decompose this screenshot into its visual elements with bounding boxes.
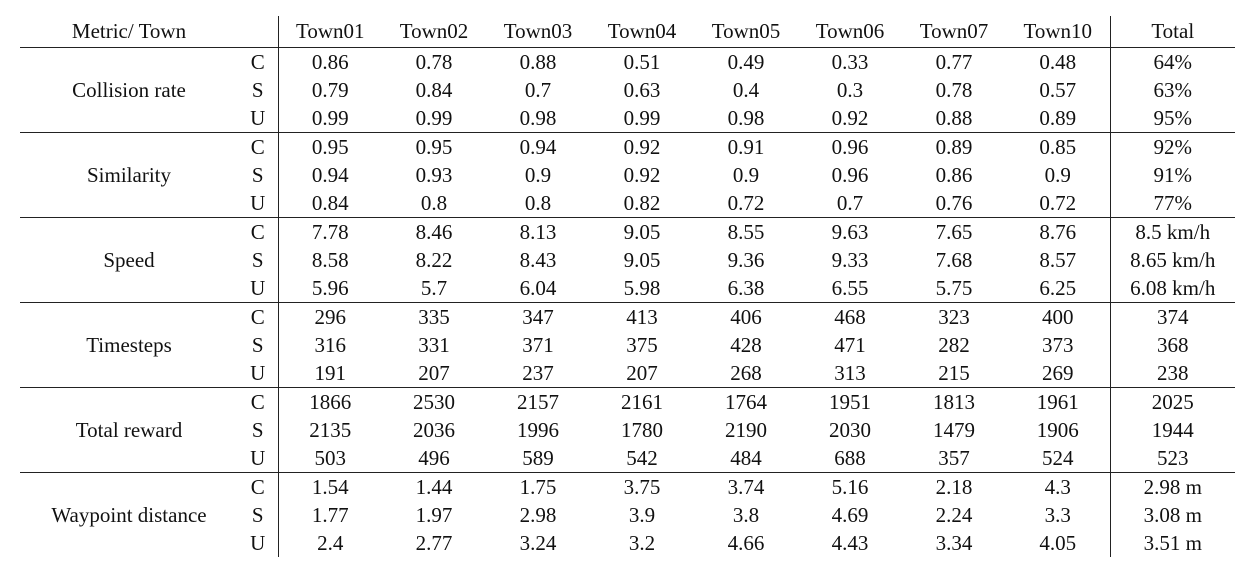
- value-cell: 2.24: [935, 503, 973, 527]
- value-cell: 0.84: [415, 78, 453, 102]
- value-cell: 0.49: [727, 50, 765, 74]
- header-town: Town07: [919, 19, 989, 43]
- total-cell: 3.51 m: [1110, 529, 1235, 557]
- value-cell: 0.89: [1039, 106, 1077, 130]
- value-cell: 0.84: [311, 191, 349, 215]
- value-cell: 282: [938, 333, 970, 357]
- total-cell: 238: [1110, 359, 1235, 388]
- value-cell: 0.8: [420, 191, 448, 215]
- value-cell: 207: [418, 361, 450, 385]
- row-type: U: [238, 274, 278, 303]
- metric-label: Total reward: [20, 388, 238, 473]
- value-cell: 3.3: [1044, 503, 1071, 527]
- value-cell: 3.75: [590, 473, 694, 502]
- total-cell: 1944: [1110, 416, 1235, 444]
- value-cell: 589: [522, 446, 554, 470]
- value-cell: 0.33: [831, 50, 869, 74]
- value-cell: 0.88: [935, 106, 973, 130]
- metric-label: Speed: [20, 218, 238, 303]
- row-type: U: [238, 529, 278, 557]
- value-cell: 0.7: [836, 191, 864, 215]
- value-cell: 2530: [382, 388, 486, 417]
- value-cell: 8.57: [1039, 248, 1077, 272]
- total-cell: 368: [1110, 331, 1235, 359]
- row-type: S: [238, 331, 278, 359]
- total-cell: 374: [1110, 303, 1235, 332]
- value-cell: 2190: [725, 418, 767, 442]
- row-type: U: [238, 444, 278, 473]
- value-cell: 2.18: [902, 473, 1006, 502]
- value-cell: 0.78: [415, 50, 453, 74]
- value-cell: 313: [834, 361, 866, 385]
- row-type: C: [238, 473, 278, 502]
- value-cell: 428: [730, 333, 762, 357]
- value-cell: 335: [382, 303, 486, 332]
- value-cell: 8.13: [486, 218, 590, 247]
- row-type: S: [238, 246, 278, 274]
- value-cell: 2036: [413, 418, 455, 442]
- value-cell: 4.66: [727, 531, 765, 555]
- value-cell: 542: [626, 446, 658, 470]
- value-cell: 688: [834, 446, 866, 470]
- value-cell: 1.54: [278, 473, 382, 502]
- table-row: [20, 133, 1235, 162]
- value-cell: 484: [730, 446, 762, 470]
- value-cell: 7.65: [902, 218, 1006, 247]
- value-cell: 8.55: [694, 218, 798, 247]
- metric-label: Similarity: [20, 133, 238, 218]
- value-cell: 4.05: [1039, 531, 1077, 555]
- value-cell: 316: [314, 333, 346, 357]
- value-cell: 0.92: [623, 163, 661, 187]
- value-cell: 2135: [309, 418, 352, 442]
- value-cell: 0.82: [623, 191, 661, 215]
- row-type: U: [238, 189, 278, 218]
- value-cell: 1764: [694, 388, 798, 417]
- value-cell: 7.68: [935, 248, 973, 272]
- metric-label: Waypoint distance: [20, 473, 238, 558]
- value-cell: 6.04: [519, 276, 557, 300]
- total-cell: 3.08 m: [1110, 501, 1235, 529]
- total-cell: 63%: [1110, 76, 1235, 104]
- value-cell: 1996: [517, 418, 559, 442]
- value-cell: 0.77: [935, 50, 973, 74]
- value-cell: 1.77: [311, 503, 349, 527]
- value-cell: 357: [938, 446, 970, 470]
- value-cell: 0.8: [524, 191, 552, 215]
- table-header: [20, 16, 1235, 48]
- value-cell: 1.44: [382, 473, 486, 502]
- value-cell: 0.63: [623, 78, 661, 102]
- value-cell: 0.98: [727, 106, 765, 130]
- value-cell: 1906: [1036, 418, 1079, 442]
- header-town: Town02: [399, 19, 469, 43]
- total-cell: 523: [1110, 444, 1235, 473]
- value-cell: 496: [418, 446, 450, 470]
- value-cell: 400: [1006, 303, 1110, 332]
- value-cell: 9.05: [623, 248, 661, 272]
- header-type-column: [238, 16, 278, 48]
- value-cell: 0.7: [524, 78, 552, 102]
- value-cell: 4.43: [831, 531, 869, 555]
- total-cell: 2025: [1110, 388, 1235, 417]
- row-type: S: [238, 76, 278, 104]
- value-cell: 215: [938, 361, 970, 385]
- value-cell: 3.34: [935, 531, 973, 555]
- total-cell: 95%: [1110, 104, 1235, 133]
- value-cell: 0.72: [727, 191, 765, 215]
- value-cell: 296: [278, 303, 382, 332]
- value-cell: 9.36: [727, 248, 765, 272]
- value-cell: 7.78: [278, 218, 382, 247]
- value-cell: 406: [694, 303, 798, 332]
- header-town: Town10: [1023, 19, 1093, 43]
- value-cell: 0.99: [623, 106, 661, 130]
- value-cell: 1813: [902, 388, 1006, 417]
- total-cell: 91%: [1110, 161, 1235, 189]
- value-cell: 323: [902, 303, 1006, 332]
- value-cell: 0.88: [519, 50, 557, 74]
- value-cell: 375: [626, 333, 658, 357]
- row-type: C: [238, 218, 278, 247]
- value-cell: 268: [730, 361, 762, 385]
- row-type: S: [238, 161, 278, 189]
- value-cell: 9.33: [831, 248, 869, 272]
- value-cell: 471: [834, 333, 866, 357]
- row-type: C: [238, 133, 278, 162]
- value-cell: 2.77: [415, 531, 453, 555]
- header-town: Town06: [815, 19, 885, 43]
- value-cell: 1961: [1006, 388, 1110, 417]
- table-row: [20, 473, 1235, 502]
- value-cell: 0.94: [311, 163, 349, 187]
- value-cell: 3.24: [519, 531, 557, 555]
- results-table: [20, 16, 1235, 557]
- value-cell: 0.91: [694, 133, 798, 162]
- table-row: [20, 218, 1235, 247]
- value-cell: 191: [314, 361, 346, 385]
- value-cell: 0.86: [311, 50, 349, 74]
- value-cell: 8.58: [311, 248, 349, 272]
- value-cell: 0.89: [902, 133, 1006, 162]
- value-cell: 4.69: [831, 503, 869, 527]
- header-town: Town05: [711, 19, 781, 43]
- value-cell: 2161: [590, 388, 694, 417]
- value-cell: 0.95: [382, 133, 486, 162]
- value-cell: 6.25: [1039, 276, 1077, 300]
- value-cell: 0.51: [623, 50, 661, 74]
- value-cell: 2157: [486, 388, 590, 417]
- value-cell: 0.72: [1039, 191, 1077, 215]
- value-cell: 371: [522, 333, 554, 357]
- table-row: [20, 303, 1235, 332]
- value-cell: 5.96: [311, 276, 349, 300]
- header-total: Total: [1110, 16, 1235, 48]
- value-cell: 0.94: [486, 133, 590, 162]
- total-cell: 8.65 km/h: [1110, 246, 1235, 274]
- total-cell: 6.08 km/h: [1110, 274, 1235, 303]
- value-cell: 1.97: [415, 503, 453, 527]
- value-cell: 0.92: [831, 106, 869, 130]
- metric-label: Collision rate: [72, 78, 186, 102]
- value-cell: 0.93: [415, 163, 453, 187]
- row-type: S: [238, 416, 278, 444]
- value-cell: 0.86: [935, 163, 973, 187]
- header-town: Town04: [607, 19, 677, 43]
- value-cell: 1.75: [486, 473, 590, 502]
- header-town: Town03: [503, 19, 573, 43]
- value-cell: 1780: [621, 418, 663, 442]
- value-cell: 1951: [798, 388, 902, 417]
- value-cell: 207: [626, 361, 658, 385]
- value-cell: 6.55: [831, 276, 869, 300]
- value-cell: 0.96: [831, 163, 869, 187]
- value-cell: 0.76: [935, 191, 973, 215]
- value-cell: 524: [1042, 446, 1074, 470]
- table-body: [20, 48, 1235, 558]
- value-cell: 5.16: [798, 473, 902, 502]
- value-cell: 1479: [933, 418, 975, 442]
- value-cell: 0.57: [1039, 78, 1077, 102]
- value-cell: 2030: [829, 418, 871, 442]
- value-cell: 5.75: [935, 276, 973, 300]
- value-cell: 5.7: [420, 276, 448, 300]
- value-cell: 0.9: [1044, 163, 1071, 187]
- value-cell: 0.85: [1006, 133, 1110, 162]
- row-type: C: [238, 303, 278, 332]
- value-cell: 269: [1042, 361, 1074, 385]
- header-row: [20, 16, 1235, 48]
- total-cell: 77%: [1110, 189, 1235, 218]
- value-cell: 0.9: [732, 163, 760, 187]
- value-cell: 0.95: [278, 133, 382, 162]
- value-cell: 0.9: [524, 163, 552, 187]
- value-cell: 9.63: [798, 218, 902, 247]
- table-row: [20, 388, 1235, 417]
- value-cell: 3.9: [628, 503, 656, 527]
- value-cell: 6.38: [727, 276, 765, 300]
- value-cell: 0.98: [519, 106, 557, 130]
- row-type: U: [238, 104, 278, 133]
- value-cell: 3.8: [732, 503, 760, 527]
- header-town: Town01: [295, 19, 365, 43]
- value-cell: 347: [486, 303, 590, 332]
- value-cell: 413: [590, 303, 694, 332]
- value-cell: 8.43: [519, 248, 557, 272]
- value-cell: 0.79: [311, 78, 349, 102]
- header-metric-town: Metric/ Town: [71, 19, 187, 43]
- row-type: U: [238, 359, 278, 388]
- value-cell: 2.4: [317, 531, 344, 555]
- value-cell: 8.22: [415, 248, 453, 272]
- row-type: C: [238, 388, 278, 417]
- total-cell: 2.98 m: [1110, 473, 1235, 502]
- value-cell: 8.46: [382, 218, 486, 247]
- value-cell: 1866: [278, 388, 382, 417]
- value-cell: 9.05: [590, 218, 694, 247]
- value-cell: 3.74: [694, 473, 798, 502]
- value-cell: 2.98: [519, 503, 557, 527]
- value-cell: 0.4: [732, 78, 760, 102]
- value-cell: 0.99: [311, 106, 349, 130]
- metric-label: Timesteps: [20, 303, 238, 388]
- value-cell: 0.92: [590, 133, 694, 162]
- total-cell: 92%: [1110, 133, 1235, 162]
- value-cell: 0.99: [415, 106, 453, 130]
- value-cell: 237: [522, 361, 554, 385]
- value-cell: 503: [314, 446, 346, 470]
- value-cell: 4.3: [1006, 473, 1110, 502]
- value-cell: 0.78: [935, 78, 973, 102]
- value-cell: 468: [798, 303, 902, 332]
- value-cell: 3.2: [628, 531, 656, 555]
- value-cell: 5.98: [623, 276, 661, 300]
- total-cell: 8.5 km/h: [1110, 218, 1235, 247]
- row-type: C: [238, 48, 278, 77]
- value-cell: 373: [1042, 333, 1074, 357]
- total-cell: 64%: [1110, 48, 1235, 77]
- row-type: S: [238, 501, 278, 529]
- value-cell: 0.3: [836, 78, 864, 102]
- value-cell: 8.76: [1006, 218, 1110, 247]
- value-cell: 0.96: [798, 133, 902, 162]
- table-row: [20, 48, 1235, 77]
- results-table-container: [20, 16, 1235, 557]
- value-cell: 0.48: [1039, 50, 1077, 74]
- value-cell: 331: [418, 333, 450, 357]
